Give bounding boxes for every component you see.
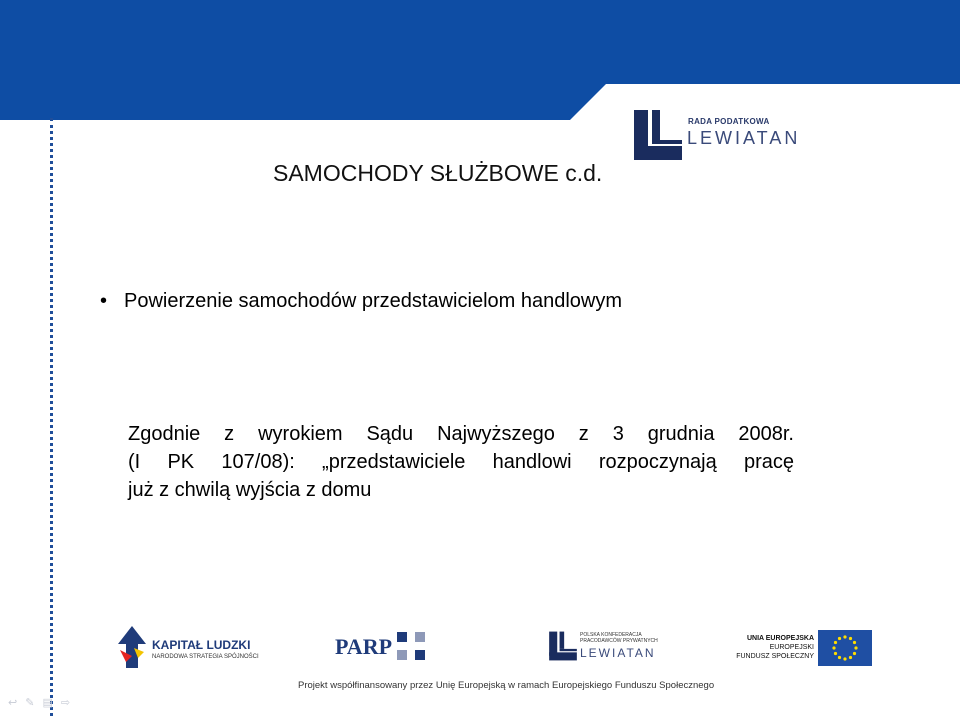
slide-nav-controls (8, 696, 70, 712)
eu-line1: UNIA EUROPEJSKA (746, 635, 814, 642)
kapital-ludzki-icon (118, 626, 146, 668)
eu-text (736, 634, 814, 661)
lewiatan-footer-small2: PRACODAWCÓW PRYWATNYCH (580, 638, 658, 644)
header-band (0, 0, 960, 120)
bullet-item (100, 290, 622, 313)
parp-logo (335, 628, 435, 668)
slide-title: SAMOCHODY SŁUŻBOWE c.d. (273, 160, 603, 186)
eu-line2: EUROPEJSKI (769, 644, 814, 651)
body-paragraph (128, 420, 794, 504)
menu-icon[interactable]: ▤ (42, 697, 53, 709)
lewiatan-footer-logo (548, 630, 658, 670)
kapital-ludzki-name: KAPITAŁ LUDZKI (152, 638, 251, 652)
body-line-2: (I PK 107/08): „przedstawiciele handlowi rozpoczynają pracę (128, 451, 794, 473)
footer-caption: Projekt współfinansowany przez Unię Europejską w ramach Europejskiego Funduszu Społecznego (298, 680, 715, 691)
eu-line3: FUNDUSZ SPOŁECZNY (736, 653, 814, 660)
lewiatan-footer-small1: POLSKA KONFEDERACJA (580, 632, 642, 638)
lewiatan-footer-big: LEWIATAN (580, 646, 656, 660)
bullet-icon: • (100, 290, 108, 312)
forward-arrow-icon[interactable]: ⇨ (60, 697, 71, 709)
parp-text: PARP (335, 634, 393, 659)
pen-icon[interactable]: ✎ (25, 697, 35, 709)
body-line-1: Zgodnie z wyrokiem Sądu Najwyższego z 3 grudnia 2008r. (128, 423, 794, 445)
bullet-text: Powierzenie samochodów przedstawicielom handlowym (124, 290, 623, 312)
logo-big-text: LEWIATAN (687, 128, 801, 148)
kapital-ludzki-logo (118, 626, 258, 670)
back-arrow-icon[interactable]: ↩ (8, 697, 18, 709)
kapital-ludzki-sub: NARODOWA STRATEGIA SPÓJNOŚCI (152, 654, 259, 660)
eu-flag-icon (818, 630, 872, 666)
logo-small-text: RADA PODATKOWA (688, 117, 770, 126)
parp-icon (393, 628, 429, 664)
lewiatan-logo-mark (632, 108, 684, 162)
lewiatan-logo (632, 108, 812, 164)
body-line-3: już z chwilą wyjścia z domu (128, 479, 372, 501)
eu-logo (736, 628, 872, 668)
lewiatan-footer-mark (548, 630, 578, 662)
